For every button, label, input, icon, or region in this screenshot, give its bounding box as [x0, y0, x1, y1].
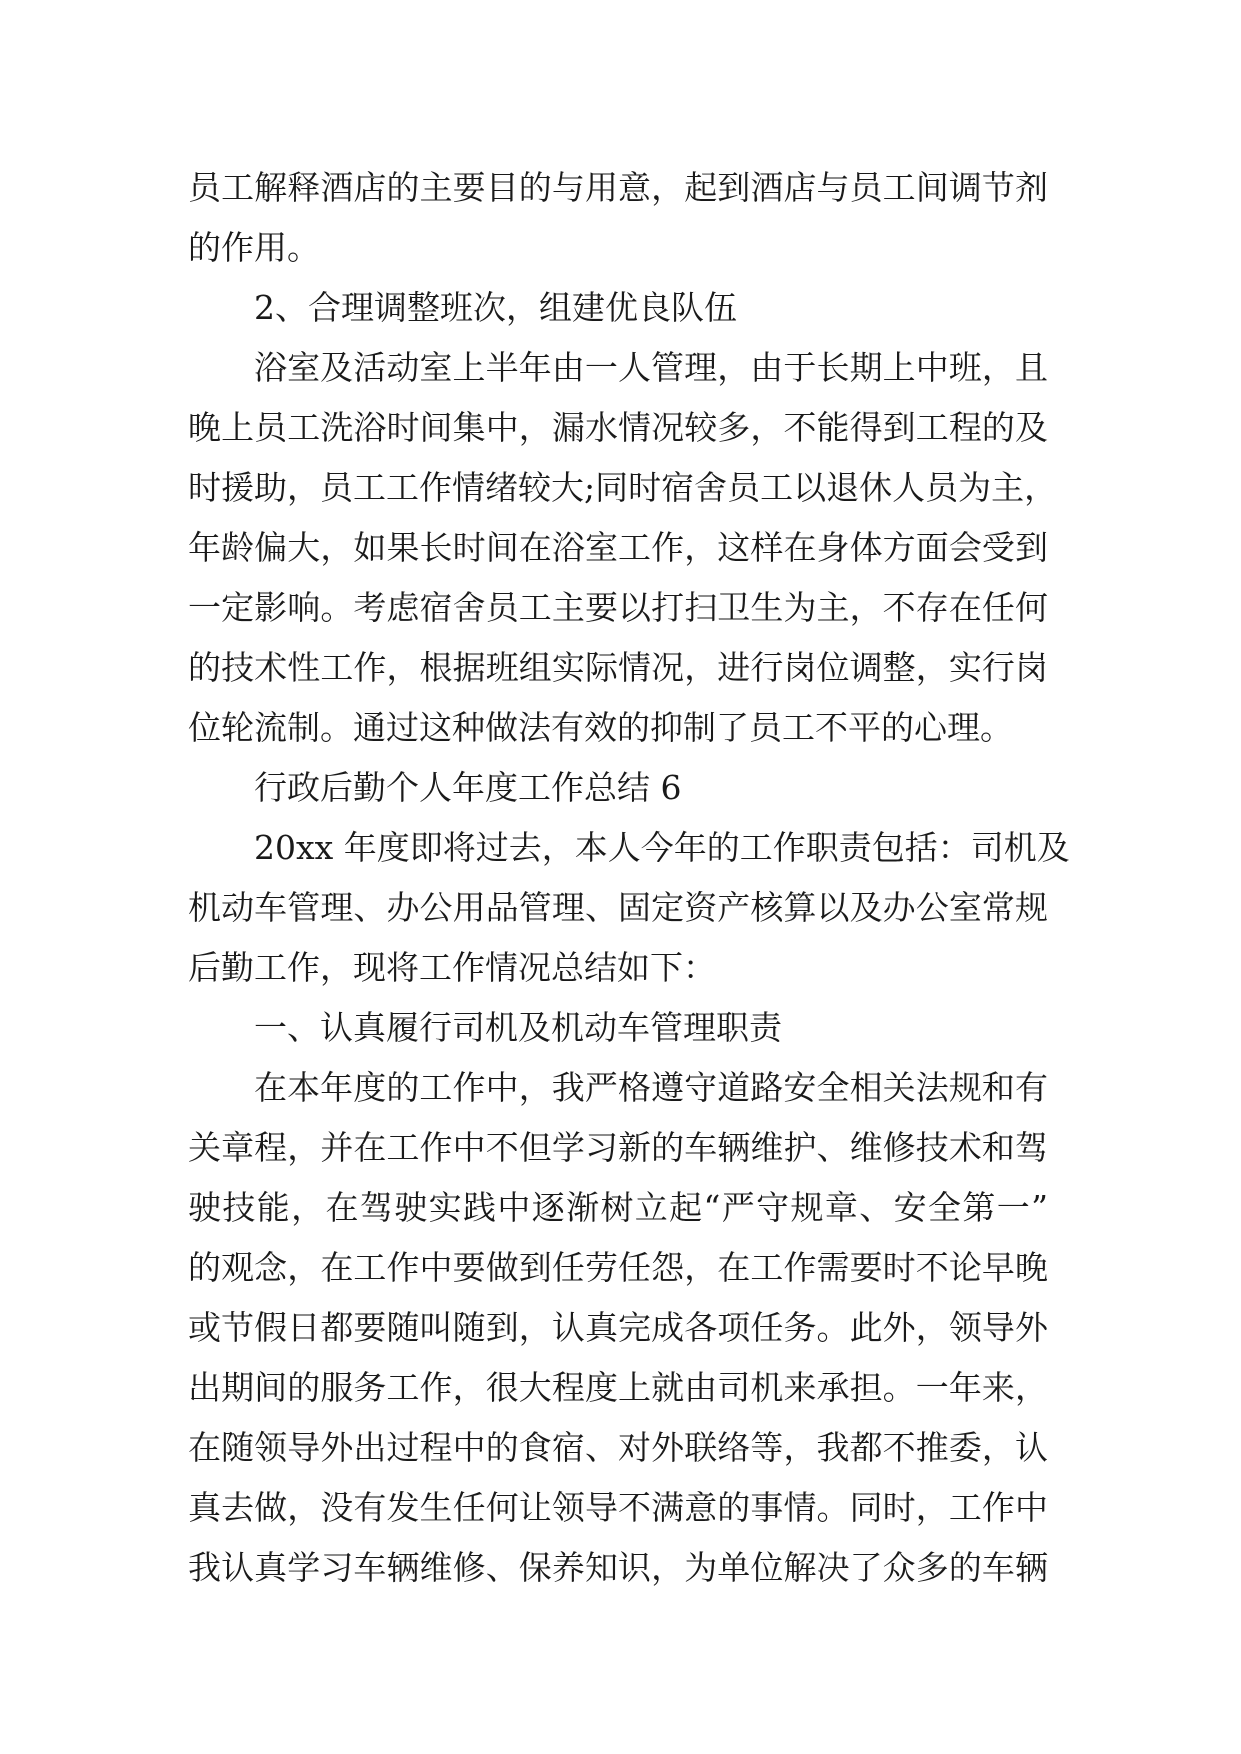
text-line: 一、认真履行司机及机动车管理职责 [254, 1008, 782, 1047]
text-line: 驶技能，在驾驶实践中逐渐树立起“严守规章、安全第一” [188, 1188, 1048, 1227]
text-line: 关章程，并在工作中不但学习新的车辆维护、维修技术和驾 [188, 1128, 1048, 1167]
text-line: 浴室及活动室上半年由一人管理，由于长期上中班，且 [254, 348, 1048, 387]
text-line: 或节假日都要随叫随到，认真完成各项任务。此外，领导外 [188, 1308, 1048, 1347]
text-line: 出期间的服务工作，很大程度上就由司机来承担。一年来， [188, 1368, 1048, 1407]
text-line: 我认真学习车辆维修、保养知识，为单位解决了众多的车辆 [188, 1548, 1048, 1587]
text-line: 2、合理调整班次，组建优良队伍 [254, 288, 737, 327]
document-body [188, 158, 1070, 1598]
text-line: 20xx 年度即将过去，本人今年的工作职责包括：司机及 [254, 828, 1070, 867]
text-line: 行政后勤个人年度工作总结 6 [254, 768, 682, 807]
text-line: 后勤工作，现将工作情况总结如下： [188, 948, 716, 987]
text-line: 的技术性工作，根据班组实际情况，进行岗位调整，实行岗 [188, 648, 1048, 687]
text-line: 年龄偏大，如果长时间在浴室工作，这样在身体方面会受到 [188, 528, 1048, 567]
text-line: 真去做，没有发生任何让领导不满意的事情。同时，工作中 [188, 1488, 1048, 1527]
text-line: 一定影响。考虑宿舍员工主要以打扫卫生为主，不存在任何 [188, 588, 1048, 627]
text-line: 员工解释酒店的主要目的与用意，起到酒店与员工间调节剂 [188, 168, 1048, 207]
text-line: 位轮流制。通过这种做法有效的抑制了员工不平的心理。 [188, 708, 1013, 747]
text-line: 在随领导外出过程中的食宿、对外联络等，我都不推委，认 [188, 1428, 1048, 1467]
text-line: 晚上员工洗浴时间集中，漏水情况较多，不能得到工程的及 [188, 408, 1048, 447]
text-line: 时援助，员工工作情绪较大;同时宿舍员工以退休人员为主， [188, 468, 1058, 507]
text-line: 的观念，在工作中要做到任劳任怨，在工作需要时不论早晚 [188, 1248, 1048, 1287]
text-line: 机动车管理、办公用品管理、固定资产核算以及办公室常规 [188, 888, 1048, 927]
text-line: 在本年度的工作中，我严格遵守道路安全相关法规和有 [254, 1068, 1048, 1107]
text-line: 的作用。 [188, 228, 320, 267]
